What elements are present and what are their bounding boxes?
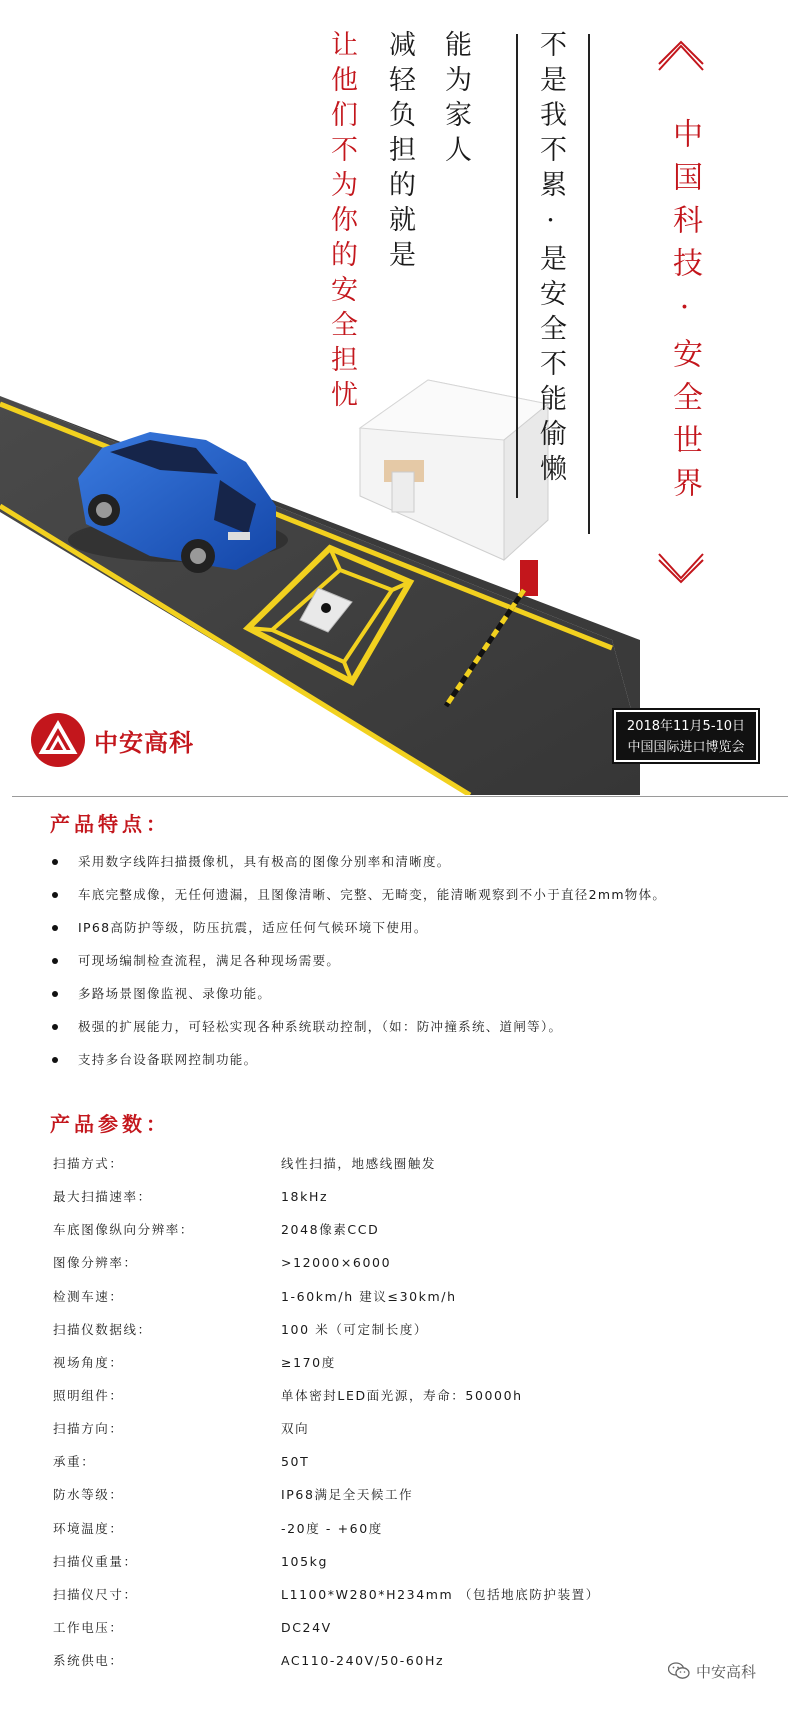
param-value: -20度 - +60度 bbox=[281, 1520, 383, 1536]
slogan-column-3: 减轻负担的就是 bbox=[384, 30, 415, 275]
slogan-column-2: 能为家人 bbox=[440, 30, 471, 170]
hero-title bbox=[656, 40, 706, 570]
slogan-divider-left bbox=[516, 34, 518, 498]
table-row bbox=[53, 1351, 773, 1384]
param-label: 照明组件： bbox=[53, 1387, 124, 1403]
list-item bbox=[50, 982, 780, 1015]
slogan-column-1: 不是我不累·是安全不能偷懒 bbox=[535, 30, 566, 489]
param-value: DC24V bbox=[281, 1619, 332, 1635]
list-item bbox=[50, 916, 780, 949]
hero-banner bbox=[0, 0, 800, 795]
list-item bbox=[50, 883, 780, 916]
table-row bbox=[53, 1218, 773, 1251]
table-row bbox=[53, 1384, 773, 1417]
event-name: 中国国际进口博览会 bbox=[627, 740, 745, 755]
event-date-box bbox=[612, 708, 760, 764]
param-label: 扫描仪数据线： bbox=[53, 1321, 152, 1337]
table-row bbox=[53, 1318, 773, 1351]
bullet-icon bbox=[52, 925, 58, 931]
bullet-icon bbox=[52, 892, 58, 898]
wechat-icon bbox=[668, 1662, 690, 1680]
bullet-icon bbox=[52, 991, 58, 997]
param-label: 防水等级： bbox=[53, 1487, 124, 1503]
param-label: 系统供电： bbox=[53, 1653, 124, 1669]
features-title: 产品特点： bbox=[50, 812, 170, 836]
table-row bbox=[53, 1251, 773, 1284]
table-row bbox=[53, 1517, 773, 1550]
feature-text: IP68高防护等级，防压抗震，适应任何气候环境下使用。 bbox=[78, 920, 428, 935]
param-label: 环境温度： bbox=[53, 1520, 124, 1536]
event-date: 2018年11月5-10日 bbox=[626, 719, 746, 734]
car bbox=[68, 432, 288, 573]
bullet-icon bbox=[52, 1057, 58, 1063]
param-value: AC110-240V/50-60Hz bbox=[281, 1653, 445, 1669]
feature-text: 支持多台设备联网控制功能。 bbox=[78, 1052, 258, 1067]
table-row bbox=[53, 1417, 773, 1450]
list-item bbox=[50, 1048, 780, 1081]
bullet-icon bbox=[52, 958, 58, 964]
brand-mark-icon bbox=[30, 712, 86, 768]
table-row bbox=[53, 1450, 773, 1483]
param-label: 视场角度： bbox=[53, 1354, 124, 1370]
param-value: 1-60km/h 建议≤30km/h bbox=[281, 1288, 457, 1304]
wechat-watermark bbox=[668, 1659, 756, 1683]
param-label: 检测车速： bbox=[53, 1288, 124, 1304]
param-value: 50T bbox=[281, 1454, 310, 1470]
param-value: IP68满足全天候工作 bbox=[281, 1487, 414, 1503]
param-value: L1100*W280*H234mm （包括地底防护装置） bbox=[281, 1586, 600, 1602]
list-item bbox=[50, 949, 780, 982]
list-item bbox=[50, 1015, 780, 1048]
feature-text: 多路场景图像监视、录像功能。 bbox=[78, 986, 272, 1001]
slogan-divider-right bbox=[588, 34, 590, 534]
param-label: 承重： bbox=[53, 1454, 96, 1470]
param-value: 单体密封LED面光源，寿命：50000h bbox=[281, 1387, 523, 1403]
section-divider bbox=[12, 796, 788, 797]
table-row bbox=[53, 1583, 773, 1616]
guard-booth bbox=[360, 380, 548, 560]
slogan-column-4: 让他们不为你的安全担忧 bbox=[326, 30, 357, 415]
param-label: 图像分辨率： bbox=[53, 1255, 138, 1271]
param-label: 车底图像纵向分辨率： bbox=[53, 1222, 195, 1238]
feature-text: 极强的扩展能力，可轻松实现各种系统联动控制，（如：防冲撞系统、道闸等）。 bbox=[78, 1019, 563, 1034]
param-label: 扫描方向： bbox=[53, 1421, 124, 1437]
params-table bbox=[53, 1152, 773, 1682]
feature-text: 采用数字线阵扫描摄像机，具有极高的图像分别率和清晰度。 bbox=[78, 854, 451, 869]
param-label: 最大扫描速率： bbox=[53, 1189, 152, 1205]
param-label: 扫描方式： bbox=[53, 1156, 124, 1171]
table-row bbox=[53, 1550, 773, 1583]
brand-logo bbox=[30, 712, 194, 768]
param-value: 100 米（可定制长度） bbox=[281, 1321, 429, 1337]
bullet-icon bbox=[52, 1024, 58, 1030]
double-chevron-down-icon bbox=[656, 550, 706, 584]
param-value: 双向 bbox=[281, 1421, 310, 1437]
param-value: 105kg bbox=[281, 1553, 329, 1569]
param-label: 扫描仪尺寸： bbox=[53, 1586, 138, 1602]
bullet-icon bbox=[52, 859, 58, 865]
table-row bbox=[53, 1285, 773, 1318]
table-row bbox=[53, 1483, 773, 1516]
param-value: ≥170度 bbox=[281, 1354, 336, 1370]
hero-title-text: 中国科技·安全世界 bbox=[667, 118, 702, 510]
double-chevron-up-icon bbox=[656, 40, 706, 74]
feature-text: 车底完整成像，无任何遗漏，且图像清晰、完整、无畸变，能清晰观察到不小于直径2mm物体。 bbox=[78, 887, 667, 902]
param-label: 扫描仪重量： bbox=[53, 1553, 138, 1569]
table-row bbox=[53, 1616, 773, 1649]
param-value: >12000×6000 bbox=[281, 1255, 392, 1271]
table-row bbox=[53, 1185, 773, 1218]
features-list bbox=[50, 850, 780, 1081]
table-row bbox=[53, 1152, 773, 1185]
table-row bbox=[53, 1649, 773, 1682]
params-title: 产品参数： bbox=[50, 1112, 170, 1136]
list-item bbox=[50, 850, 780, 883]
param-label: 工作电压： bbox=[53, 1619, 124, 1635]
param-value: 线性扫描，地感线圈触发 bbox=[281, 1156, 437, 1171]
param-value: 2048像素CCD bbox=[281, 1222, 380, 1238]
feature-text: 可现场编制检查流程，满足各种现场需要。 bbox=[78, 953, 341, 968]
watermark-text: 中安高科 bbox=[696, 1662, 757, 1681]
brand-name: 中安高科 bbox=[94, 728, 194, 757]
param-value: 18kHz bbox=[281, 1189, 329, 1205]
